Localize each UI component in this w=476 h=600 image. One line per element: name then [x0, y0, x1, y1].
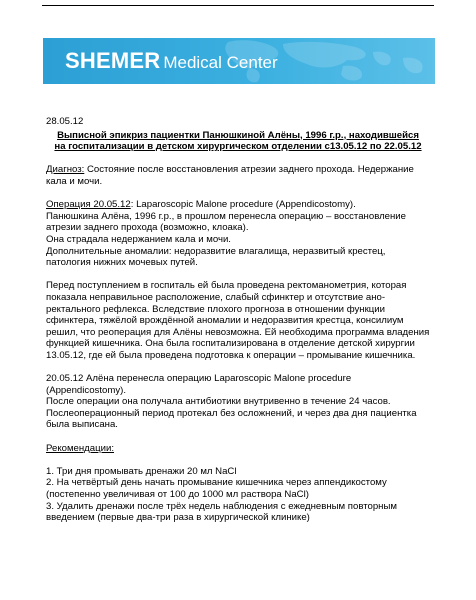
- operation-summary-2: После операции она получала антибиотики внутривенно в течение 24 часов. Послеоперационный период протекал без осложнений, и через два дня пациентка была выписана.: [46, 396, 417, 431]
- history-line-1: Панюшкина Алёна, 1996 г.р., в прошлом перенесла операцию – восстановление атрезии заднего прохода (возможно, клоака).: [46, 210, 406, 234]
- recommendation-item: 2. На четвёртый день начать промывание кишечника через аппендикостому (постепенно увеличивая от 100 до 1000 мл раствора NaCl): [46, 477, 387, 500]
- recommendation-item: 1. Три дня промывать дренажи 20 мл NaCl: [46, 465, 237, 477]
- brand-subtitle: Medical Center: [163, 53, 278, 72]
- operation-summary-1: 20.05.12 Алёна перенесла операцию Laparoscopic Malone procedure (Appendicostomy).: [46, 373, 352, 396]
- brand-logo: [65, 48, 278, 77]
- exam-paragraph: Перед поступлением в госпиталь ей была проведена ректоманометрия, которая показала неправильное расположение, слабый сфинктер и отсутствие ано-ректального рефлекса. Вследствие плохого прогноза в отношении функции сфинктера, тяжёлой врождённой аномалии и недоразвития крестца, консилиум решил, что реоперация для Алёны невозможна. Ей необходима программа владения функцией кишечника. Она была госпитализирована в отделение детской хирургии 13.05.12, где ей была проведена подготовка к операции – промывание кишечника.: [46, 280, 430, 361]
- header-banner: [43, 38, 435, 84]
- brand-name: SHEMER: [65, 48, 161, 73]
- document-date: 28.05.12: [46, 116, 84, 127]
- history-line-2: Она страдала недержанием кала и мочи.: [46, 233, 231, 245]
- discharge-summary: [46, 116, 430, 524]
- diagnosis-text: Состояние после восстановления атрезии заднего прохода. Недержание кала и мочи.: [46, 164, 414, 187]
- operation-label: Операция 20.05.12: [46, 199, 131, 211]
- diagnosis-paragraph: [46, 164, 430, 187]
- operation-text: : Laparoscopic Malone procedure (Appendicostomy).: [130, 199, 356, 211]
- recommendation-item: 3. Удалить дренажи после трёх недель наблюдения с ежедневным повторным введением (первые два-три раза в хирургической клинике): [46, 500, 397, 524]
- history-line-3: Дополнительные аномалии: недоразвитие влагалища, неразвитый крестец, патология нижних мочевых путей.: [46, 245, 386, 269]
- document-title: Выписной эпикриз пациентки Панюшкиной Алёны, 1996 г.р., находившейся на госпитализации в детском хирургическом отделении с13.05.12 по 22.05.12: [54, 129, 422, 153]
- operation-paragraph: [46, 199, 430, 211]
- diagnosis-label: Диагноз:: [46, 164, 85, 176]
- recommendations-label: Рекомендации:: [46, 442, 114, 454]
- page-top-rule: [42, 5, 434, 6]
